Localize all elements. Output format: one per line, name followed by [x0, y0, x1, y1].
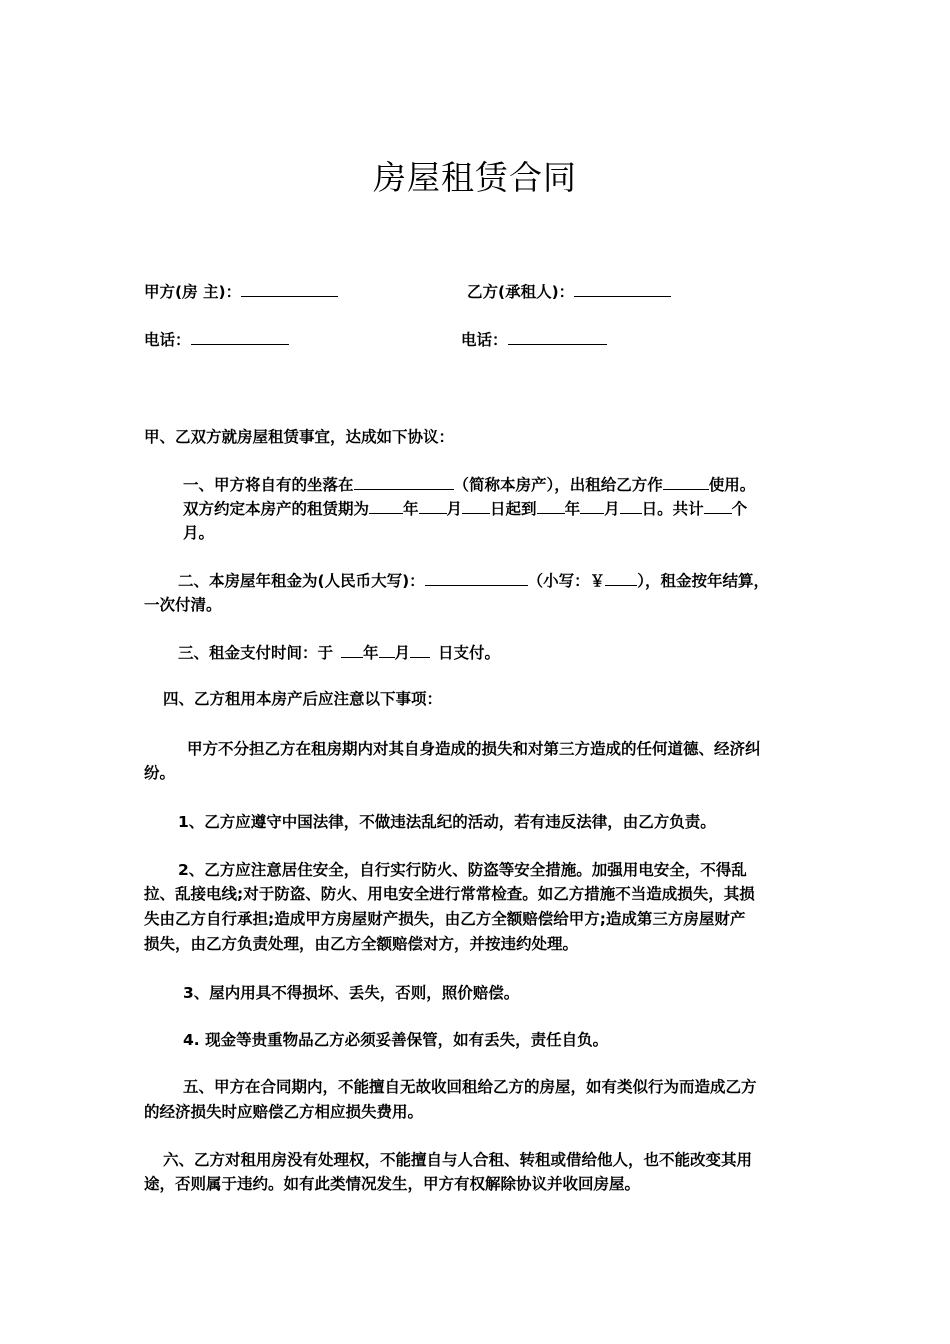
pay-day-text: 日支付。: [438, 644, 501, 662]
clause4-heading: 四、乙方租用本房产后应注意以下事项：: [163, 690, 443, 708]
pay-month-blank[interactable]: [379, 641, 395, 658]
phone-b-blank[interactable]: [508, 328, 607, 345]
party-b-row: [467, 280, 671, 304]
clause2-line1: [178, 569, 769, 593]
end-day-blank[interactable]: [620, 497, 642, 514]
clause4-item3: 3、屋内用具不得损坏、丢失，否则，照价赔偿。: [183, 984, 520, 1002]
year-text: 年: [363, 644, 379, 662]
clause4-item1: 1、乙方应遵守中国法律，不做违法乱纪的活动，若有违反法律，由乙方负责。: [178, 813, 716, 831]
month-text: 月: [604, 500, 620, 518]
end-year-blank[interactable]: [537, 497, 565, 514]
clause4-item2-line4: 损失，由乙方负责处理，由乙方全额赔偿对方，并按违约处理。: [144, 935, 579, 953]
party-b-blank[interactable]: [574, 280, 671, 297]
phone-a-row: [144, 328, 289, 352]
clause4-item2-line3: 失由乙方自行承担;造成甲方房屋财产损失，由乙方全额赔偿给甲方;造成第三方房屋财产: [144, 910, 746, 928]
party-a-row: [144, 280, 338, 304]
clause5-line2: 的经济损失时应赔偿乙方相应损失费用。: [144, 1103, 424, 1121]
year-text: 年: [564, 500, 581, 518]
pay-year-blank[interactable]: [341, 641, 363, 658]
clause4-item2-line1: 2、乙方应注意居住安全，自行实行防火、防盗等安全措施。加强用电安全，不得乱: [178, 861, 747, 879]
clause1-line1: [183, 473, 755, 497]
clause1-line2: [183, 497, 747, 521]
rent-text: 二、本房屋年租金为(人民币大写)：: [178, 572, 425, 590]
party-a-blank[interactable]: [241, 280, 338, 297]
clause1-line3: 月。: [183, 524, 215, 542]
rent-lower-blank[interactable]: [605, 569, 637, 586]
clause2-line2: 一次付清。: [144, 596, 222, 614]
clause3-line: [178, 641, 500, 665]
month-text: 月: [394, 644, 411, 662]
clause5-line1: 五、甲方在合同期内，不能擅自无故收回租给乙方的房屋，如有类似行为而造成乙方: [183, 1078, 757, 1096]
phone-a-label: 电话：: [144, 331, 191, 349]
clause4-item2-line2: 拉、乱接电线;对于防盗、防火、用电安全进行常常检查。如乙方措施不当造成损失，其损: [144, 885, 755, 903]
payment-text: 三、租金支付时间：于: [178, 644, 334, 662]
rent-lower-text: （小写：￥: [527, 572, 606, 590]
clause4-item4: 4. 现金等贵重物品乙方必须妥善保管，如有丢失，责任自负。: [183, 1031, 609, 1049]
location-blank[interactable]: [354, 473, 454, 490]
pay-day-blank[interactable]: [410, 641, 430, 658]
unit-text: 个: [731, 500, 748, 518]
clause1-text-a: 一、甲方将自有的坐落在: [183, 476, 354, 494]
month-text: 月: [446, 500, 463, 518]
start-day-blank[interactable]: [462, 497, 490, 514]
phone-b-label: 电话：: [461, 331, 508, 349]
intro-text: 甲、乙双方就房屋租赁事宜，达成如下协议：: [144, 428, 455, 446]
rent-upper-blank[interactable]: [425, 569, 528, 586]
phone-a-blank[interactable]: [191, 328, 289, 345]
party-a-label: 甲方(房 主)：: [144, 283, 242, 301]
clause1-text-b: （简称本房产），出租给乙方作: [453, 476, 663, 494]
usage-blank[interactable]: [663, 473, 709, 490]
party-b-label: 乙方(承租人)：: [467, 283, 575, 301]
clause6-line2: 途，否则属于违约。如有此类情况发生，甲方有权解除协议并收回房屋。: [144, 1175, 641, 1193]
clause4-para-line2: 纷。: [144, 764, 176, 782]
clause1-text-c: 使用。: [708, 476, 756, 494]
clause4-para-line1: 甲方不分担乙方在租房期内对其自身造成的损失和对第三方造成的任何道德、经济纠: [187, 740, 761, 758]
document-title: 房屋租赁合同: [373, 158, 577, 197]
total-text: 日。共计: [641, 500, 704, 518]
rent-settle-text: ），租金按年结算，: [637, 572, 769, 590]
until-text: 日起到: [490, 500, 537, 518]
total-months-blank[interactable]: [704, 497, 732, 514]
clause1-lease-text: 双方约定本房产的租赁期为: [183, 500, 370, 518]
clause6-line1: 六、乙方对租用房没有处理权，不能擅自与人合租、转租或借给他人，也不能改变其用: [163, 1151, 753, 1169]
end-month-blank[interactable]: [580, 497, 604, 514]
phone-b-row: [461, 328, 607, 352]
year-text: 年: [403, 500, 419, 518]
start-month-blank[interactable]: [419, 497, 447, 514]
start-year-blank[interactable]: [369, 497, 403, 514]
